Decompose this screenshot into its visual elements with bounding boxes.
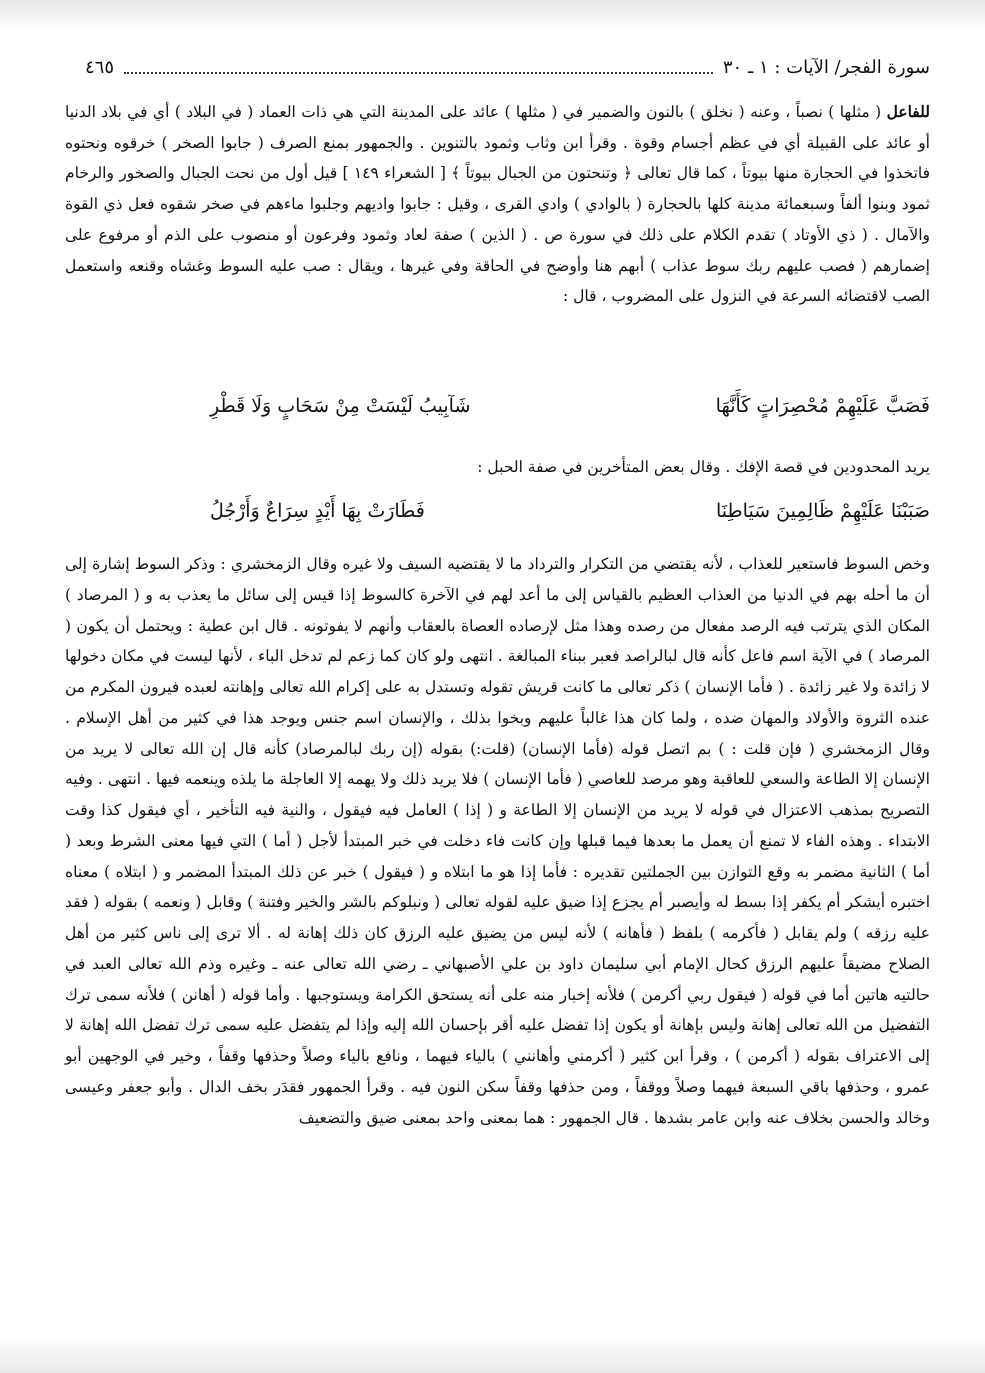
header-title: سورة الفجر/ الآيات : ١ ـ ٣٠ xyxy=(722,56,930,78)
body-text-section-2 xyxy=(65,549,930,1133)
scan-bottom-shadow xyxy=(0,1337,985,1373)
header-dotted-leader xyxy=(124,60,713,74)
scan-top-shadow xyxy=(0,0,985,30)
verse-1-left-hemistich: شَآبِيبُ لَيْسَتْ مِنْ سَحَابٍ وَلَا قَطْرِ xyxy=(210,395,471,417)
page-number: ٤٦٥ xyxy=(85,56,115,78)
poetry-verse-1 xyxy=(210,395,930,417)
verse-2-right-hemistich: صَبَبْنَا عَلَيْهِمْ ظَالِمِينَ سَيَاطِنَا xyxy=(716,500,930,522)
verse-2-left-hemistich: فَطَارَتْ بِهَا أَيْدٍ سِرَاعٌ وَأَرْجُلُ xyxy=(210,500,425,522)
paragraph-1-text: ( مثلها ) نصباً ، وعنه ( نخلق ) بالنون والضمير في ( مثلها ) عائد على المدينة التي هي ذات العماد ( في البلاد ) أي في بلاد الدنيا أو عائد على القبيلة أي في عظم أجسام وقوة . وقرأ ابن وثاب وثمود بالتنوين . والجمهور بمنع الصرف ( جابوا الصخر ) خرقوه ونحتوه فاتخذوا في الحجارة منها بيوتاً ، كما قال تعالى ﴿ وتنحتون من الجبال بيوتاً ﴾ [ الشعراء ١٤٩ ] قيل أول من نحت الجبال والصخور والرخام ثمود وبنوا ألفاً وسبعمائة مدينة كلها بالحجارة ( بالوادي ) وادي القرى ، وقيل : جابوا واديهم وجلبوا ماءهم في صخر شقوه فعل ذي القوة والآمال . ( ذي الأوتاد ) تقدم الكلام على ذلك في سورة ص . ( الذين ) صفة لعاد وثمود وفرعون أو منصوب على الذم أو مرفوع على إضمارهم ( فصب عليهم ربك سوط عذاب ) أبهم هنا وأوضح في الحاقة وفي غيرها ، ويقال : صب عليه السوط وغشاه وقنعه واستعمل الصب لاقتضائه السرعة في النزول على المضروب ، قال : xyxy=(65,103,930,306)
poetry-verse-2 xyxy=(210,500,930,522)
paragraph-2: وخص السوط فاستعير للعذاب ، لأنه يقتضي من التكرار والترداد ما لا يقتضيه السيف ولا غيره وقال الزمخشري : وذكر السوط إشارة إلى أن ما أحله بهم في الدنيا من العذاب العظيم بالقياس إلى ما أعد لهم في الآخرة كالسوط إذا قيس إلى سائل ما يعذب به و ( المرصاد ) المكان الذي يترتب فيه الرصد مفعال من رصده وهذا مثل لإرصاده العصاة بالعقاب وأنهم لا يفوتونه . قال ابن عطية : ويحتمل أن يكون ( المرصاد ) في الآية اسم فاعل كأنه قال لبالراصد فعبر ببناء المبالغة . انتهى ولو كان كما زعم لم تدخل الباء ، لأنها ليست في مكان دخولها لا زائدة ولا غير زائدة . ( فأما الإنسان ) ذكر تعالى ما كانت قريش تقوله وتستدل به على إكرام الله تعالى وإهانته لعبده فيرون المكرم من عنده الثروة والأولاد والمهان ضده ، ولما كان هذا غالباً عليهم وبخوا بذلك ، والإنسان اسم جنس ويوجد هذا في كثير من أهل الإسلام . وقال الزمخشري ( فإن قلت : ) بم اتصل قوله (فأما الإنسان) (قلت:) بقوله (إن ربك لبالمرصاد) كأنه قال إن الله تعالى لا يريد من الإنسان إلا الطاعة والسعي للعاقبة وهو مرصد للعاصي ( فأما الإنسان ) فلا يريد ذلك ولا يهمه إلا العاجلة ما يلذه وينعمه فيها . انتهى . وفيه التصريح بمذهب الاعتزال في قوله لا يريد من الإنسان إلا الطاعة و ( إذا ) العامل فيه فيقول ، والنية فيه التأخير ، أي فيقول كذا وقت الابتداء . وهذه الفاء لا تمنع أن يعمل ما بعدها فيما قبلها وإن كانت فاء دخلت في خبر المبتدأ لأجل ( أما ) التي فيها معنى الشرط وبعد ( أما ) الثانية مضمر به وقع التوازن بين الجملتين تقديره : فأما إذا هو ما ابتلاه و ( فيقول ) خبر عن ذلك المبتدأ المضمر و ( ابتلاه ) معناه اختبره أيشكر أم يكفر إذا بسط له وأيصبر أم يجزع إذا ضيق عليه لقوله تعالى ( ونبلوكم بالشر والخير وفتنة ) وقابل ( ونعمه ) بقوله ( فقد عليه رزقه ) ولم يقابل ( فأكرمه ) بلفظ ( فأهانه ) لأنه ليس من يضيق عليه الرزق كان ذلك إهانة له . ألا ترى إلى ناس كثير من أهل الصلاح مضيقاً عليهم الرزق كحال الإمام أبي سليمان داود بن علي الأصبهاني ـ رضي الله تعالى عنه ـ وغيره وذم الله تعالى العبد في حالتيه هاتين أما في قوله ( فيقول ربي أكرمن ) فلأنه إخبار منه على أنه يستحق الكرامة ويستوجبها . وأما قوله ( أهانن ) فلأنه سمى ترك التفضيل من الله تعالى إهانة وليس بإهانة أو يكون إذا تفضل عليه أقر بإحسان الله إليه وإذا لم يتفضل عليه سمى ترك تفضل الله إهانة لا إلى الاعتراف بقوله ( أكرمن ) ، وقرأ ابن كثير ( أكرمني وأهانني ) بالياء فيهما ، ونافع بالياء وصلاً وحذفها وقفاً ، وخير في الوجهين أبو عمرو ، وحذفها باقي السبعة فيهما وصلاً ووقفاً ، ومن حذفها وقفاً سكن النون فيه . وقرأ الجمهور فقدَر بخف الدال . وأبو جعفر وعيسى وخالد والحسن بخلاف عنه وابن عامر بشدها . قال الجمهور : هما بمعنى واحد بمعنى ضيق والتضعيف xyxy=(65,555,930,1127)
body-text-section-1 xyxy=(65,97,930,312)
paragraph-lead-word: للفاعل xyxy=(886,102,930,121)
running-header xyxy=(85,50,930,84)
intro-line-verse-2: يريد المحدودين في قصة الإفك . وقال بعض المتأخرين في صفة الحبل : xyxy=(477,458,930,476)
paragraph-1 xyxy=(65,97,930,312)
verse-1-right-hemistich: فَصَبَّ عَلَيْهِمْ مُحْصِرَاتٍ كَأَنَّهَا xyxy=(715,395,930,417)
